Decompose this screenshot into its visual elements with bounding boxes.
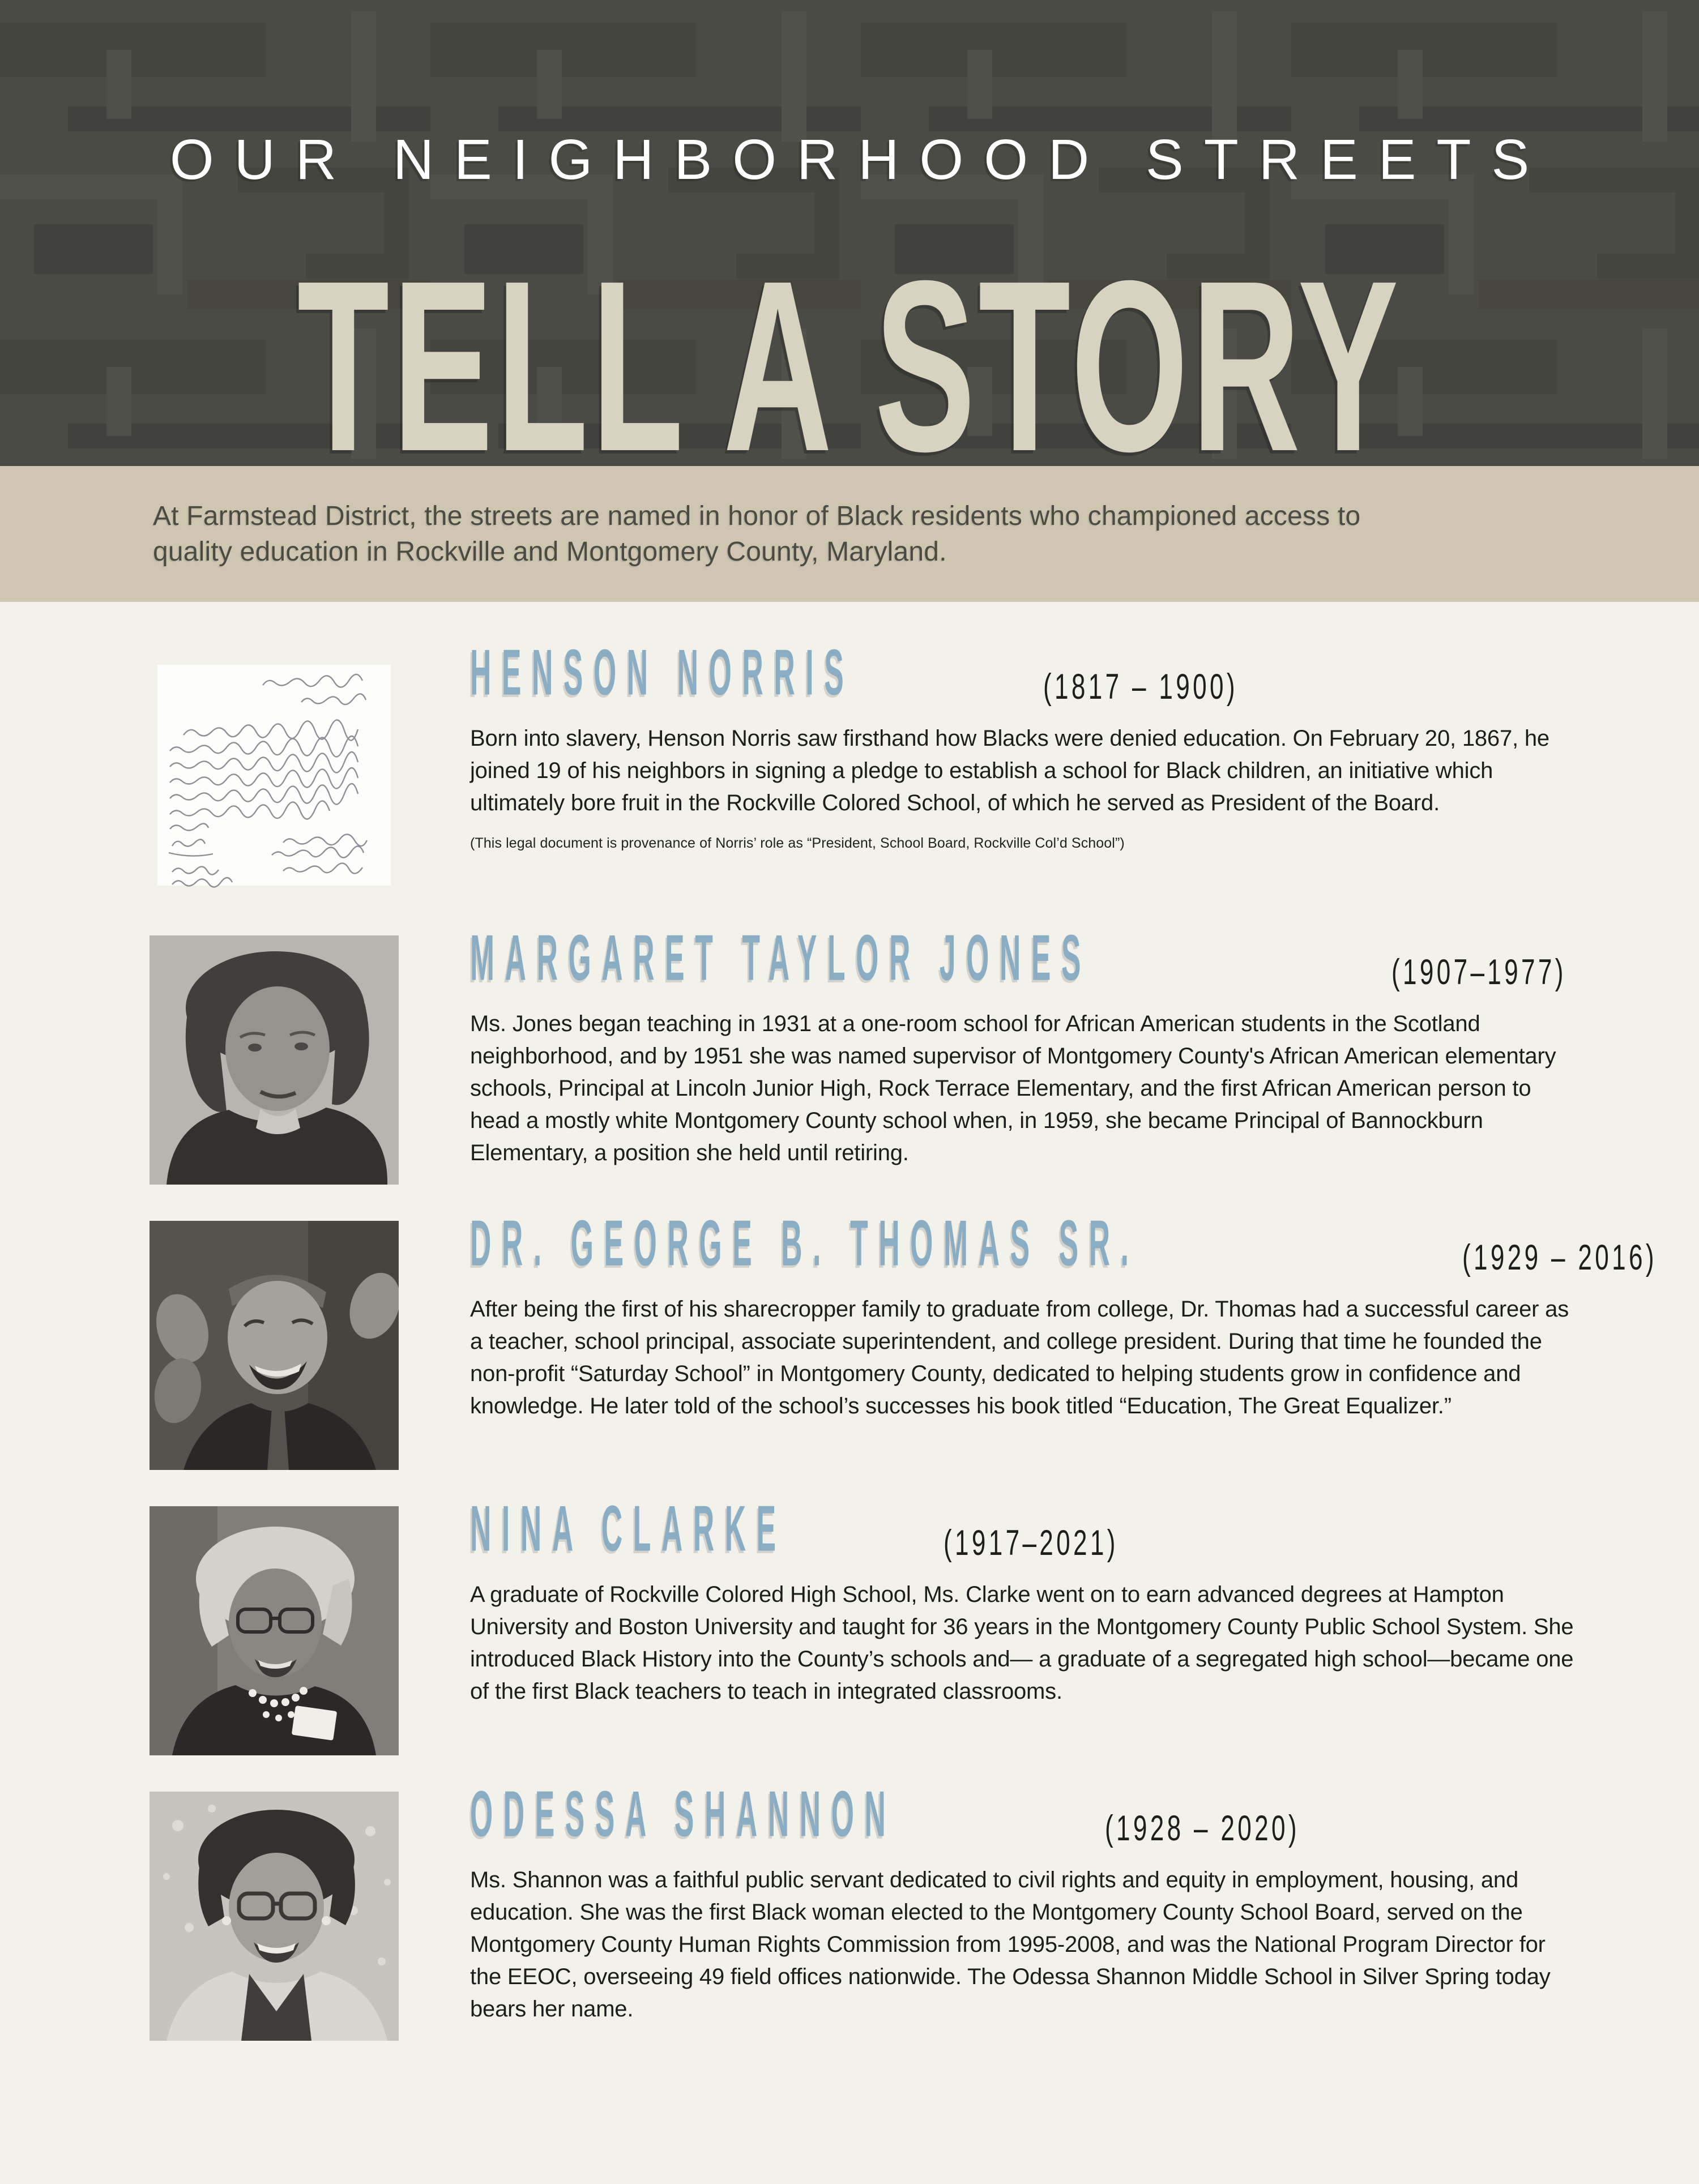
profile-bio: Ms. Jones began teaching in 1931 at a one-room school for African American students in the Scotland neighborhood, and by 1951 she was named supervisor of Montgomery County's African American elementary schools, Principal at Lincoln Junior High, Rock Terrace Elementary, and the first African American person to head a mostly white Montgomery County school when, in 1959, she became Principal of Bannockburn Elementary, a position she held until retiring. [470,1011,1556,1165]
profile-bio: A graduate of Rockville Colored High School, Ms. Clarke went on to earn advanced degrees at Hampton University and Boston University and taught for 36 years in the Montgomery County Public School System. She introduced Black History into the County’s schools and— a graduate of a segregated high school—became one of the first Black teachers to teach in integrated classrooms. [470,1582,1574,1704]
profile-years: (1817 – 1900) [1043,667,1238,707]
profile-name: ODESSA SHANNON [470,1778,897,1850]
profile-name: NINA CLARKE [470,1493,787,1565]
profile-nina-clarke [150,1493,1580,1755]
profile-name: MARGARET TAYLOR JONES [470,922,1092,994]
profile-years: (1928 – 2020) [1104,1809,1300,1849]
profile-bio: After being the first of his sharecropper family to graduate from college, Dr. Thomas had a successful career as a teacher, school principal, associate superintendent, and college president. During that time he founded the non-profit “Saturday School” in Montgomery County, dedicated to helping students grow in confidence and knowledge. He later told of the school’s successes his book titled “Education, The Great Equalizer.” [470,1297,1569,1418]
intro-text: At Farmstead District, the streets are named in honor of Black residents who championed access to quality education in Rockville and Montgomery County, Maryland. [153,501,1361,567]
profile-margaret-taylor-jones [150,922,1580,1185]
george-b-thomas-photo [150,1221,399,1470]
document-caption: (This legal document is provenance of Norris’ role as “President, School Board, Rockville Col’d School”) [470,835,1125,851]
profile-heading [470,636,1580,709]
profile-years: (1929 – 2016) [1462,1238,1657,1278]
profile-name: DR. GEORGE B. THOMAS SR. [470,1207,1139,1280]
margaret-taylor-jones-photo [150,935,399,1185]
poster-header: TELL A STORY [0,0,1699,466]
profile-bio: Born into slavery, Henson Norris saw firsthand how Blacks were denied education. On February 20, 1867, he joined 19 of his neighbors in signing a pledge to establish a school for Black children, an initiative which ultimately bore fruit in the Rockville Colored School, of which he served as President of the Board. [470,726,1549,815]
odessa-shannon-photo [150,1792,399,2041]
profile-years: (1907–1977) [1391,952,1567,993]
profile-heading [470,922,1580,994]
profiles-section [0,602,1699,2041]
intro-band [0,466,1699,602]
henson-norris-document-image [150,650,399,899]
profile-heading [470,1493,1580,1565]
nina-clarke-photo [150,1506,399,1755]
profile-george-b-thomas [150,1207,1657,1470]
profile-bio: Ms. Shannon was a faithful public servant dedicated to civil rights and equity in employment, housing, and education. She was the first Black woman elected to the Montgomery County School Board, served on the Montgomery County Human Rights Commission from 1995-2008, and was the National Program Director for the EEOC, overseeing 49 field offices nationwide. The Odessa Shannon Middle School in Silver Spring today bears her name. [470,1867,1551,2021]
profile-heading [470,1207,1657,1280]
profile-odessa-shannon [150,1778,1580,2041]
profile-name: HENSON NORRIS [470,636,855,709]
profile-henson-norris [150,636,1580,899]
profile-heading [470,1778,1580,1850]
profile-years: (1917–2021) [943,1523,1119,1563]
